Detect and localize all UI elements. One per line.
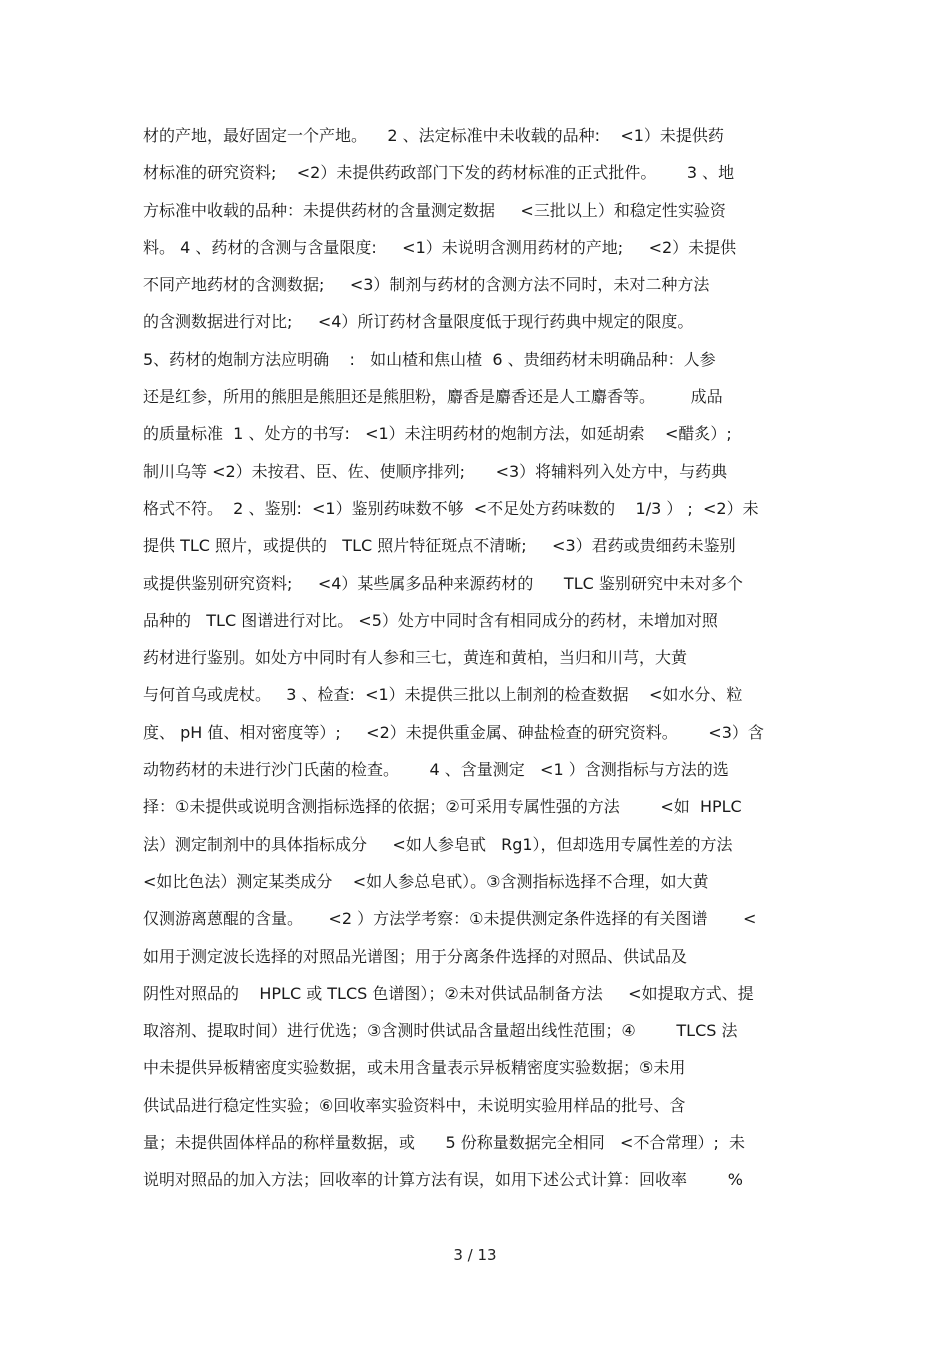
text-line: 品种的 TLC 图谱进行对比。 <5）处方中同时含有相同成分的药材，未增加对照 xyxy=(143,610,718,630)
text-line: 阴性对照品的 HPLC 或 TLCS 色谱图）；②未对供试品制备方法 <如提取方式、提 xyxy=(143,983,754,1003)
text-line: 方标准中收载的品种：未提供药材的含量测定数据 <三批以上）和稳定性实验资 xyxy=(143,200,726,220)
page-number: 3 / 13 xyxy=(453,1246,497,1264)
text-line: 动物药材的未进行沙门氏菌的检查。 4 、含量测定 <1 ）含测指标与方法的选 xyxy=(143,760,729,780)
text-line: <如比色法）测定某类成分 <如人参总皂甙）。③含测指标选择不合理，如大黄 xyxy=(143,871,709,891)
text-line: 提供 TLC 照片，或提供的 TLC 照片特征斑点不清晰; <3）君药或贵细药未鉴别 xyxy=(143,536,736,556)
text-line: 5、药材的炮制方法应明确 : 如山楂和焦山楂 6 、贵细药材未明确品种：人参 xyxy=(143,349,716,369)
text-line: 度、 pH 值、相对密度等）; <2）未提供重金属、砷盐检查的研究资料。 <3）含 xyxy=(143,722,764,742)
text-line: 材标准的研究资料; <2）未提供药政部门下发的药材标准的正式批件。 3 、地 xyxy=(143,163,735,183)
text-line: 料。 4 、药材的含测与含量限度: <1）未说明含测用药材的产地; <2）未提供 xyxy=(143,237,737,257)
text-line: 中未提供异板精密度实验数据，或未用含量表示异板精密度实验数据；⑤未用 xyxy=(143,1058,686,1078)
text-line: 不同产地药材的含测数据; <3）制剂与药材的含测方法不同时，未对二种方法 xyxy=(143,275,710,295)
text-line: 或提供鉴别研究资料; <4）某些属多品种来源药材的 TLC 鉴别研究中未对多个 xyxy=(143,573,743,593)
text-line: 制川乌等 <2）未按君、臣、佐、使顺序排列; <3）将辅料列入处方中，与药典 xyxy=(143,461,728,481)
text-line: 的质量标准 1 、处方的书写: <1）未注明药材的炮制方法，如延胡索 <醋炙）; xyxy=(143,424,732,444)
text-line: 择：①未提供或说明含测指标选择的依据；②可采用专属性强的方法 <如 HPLC xyxy=(143,797,742,817)
text-line: 与何首乌或虎杖。 3 、检查: <1）未提供三批以上制剂的检查数据 <如水分、粒 xyxy=(143,685,743,705)
text-line: 说明对照品的加入方法；回收率的计算方法有误，如用下述公式计算：回收率 % xyxy=(143,1170,743,1190)
text-line: 药材进行鉴别。如处方中同时有人参和三七，黄连和黄柏，当归和川芎，大黄 xyxy=(143,648,688,668)
text-line: 如用于测定波长选择的对照品光谱图；用于分离条件选择的对照品、供试品及 xyxy=(143,946,688,966)
text-line: 还是红参，所用的熊胆是熊胆还是熊胆粉，麝香是麝香还是人工麝香等。 成品 xyxy=(143,387,723,407)
text-line: 取溶剂、提取时间）进行优选；③含测时供试品含量超出线性范围；④ TLCS 法 xyxy=(143,1021,738,1041)
text-line: 材的产地，最好固定一个产地。 2 、法定标准中未收载的品种: <1）未提供药 xyxy=(143,126,724,145)
text-line: 格式不符。 2 、鉴别: <1）鉴别药味数不够 <不足处方药味数的 1/3 ） ; <2）未 xyxy=(143,498,759,518)
text-line: 法）测定制剂中的具体指标成分 <如人参皂甙 Rg1），但却选用专属性差的方法 xyxy=(143,834,733,854)
text-line: 仅测游离蒽醌的含量。 <2 ）方法学考察：①未提供测定条件选择的有关图谱 < xyxy=(143,909,757,929)
text-line: 的含测数据进行对比; <4）所订药材含量限度低于现行药典中规定的限度。 xyxy=(143,312,694,332)
text-line: 量；未提供固体样品的称样量数据，或 5 份称量数据完全相同 <不合常理）; 未 xyxy=(143,1133,746,1153)
text-line: 供试品进行稳定性实验；⑥回收率实验资料中，未说明实验用样品的批号、含 xyxy=(143,1095,686,1115)
body-text xyxy=(143,123,823,1205)
